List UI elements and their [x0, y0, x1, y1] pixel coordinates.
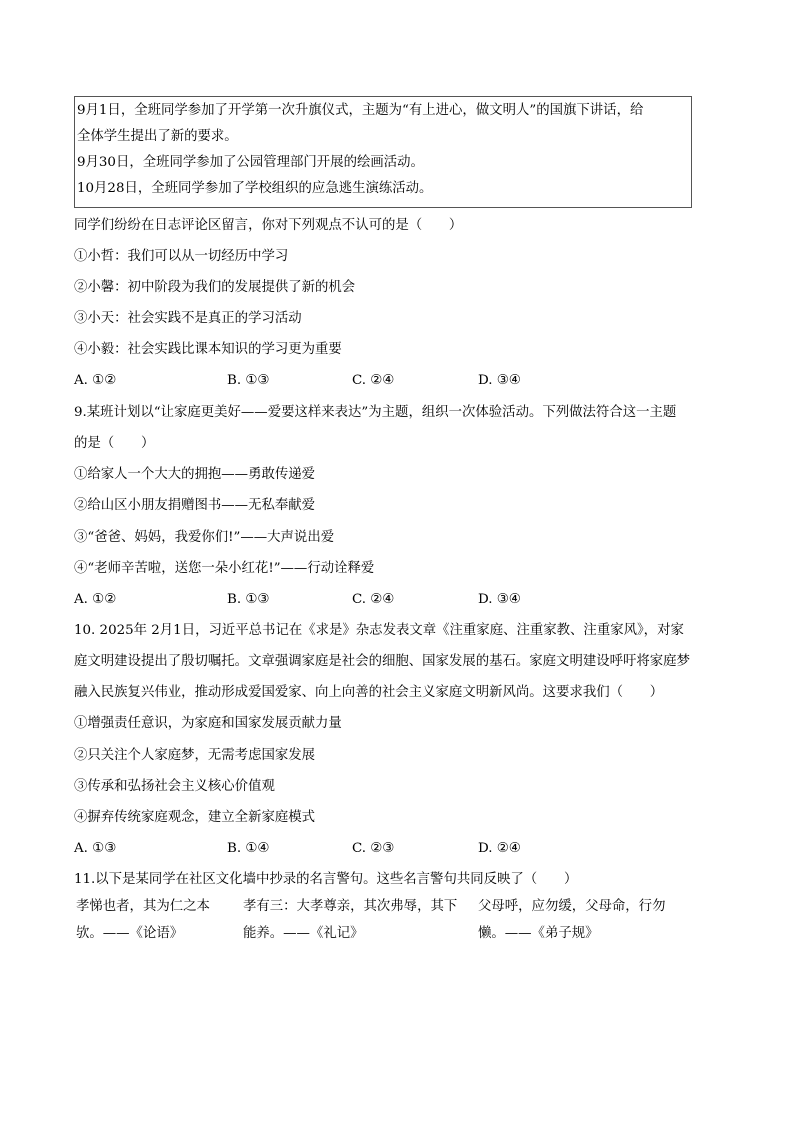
q9-item: ③“爸爸、妈妈，我爱你们!”——大声说出爱 — [74, 530, 335, 545]
q10-item: ③传承和弘扬社会主义核心价值观 — [74, 779, 275, 794]
q10-stem-cont: 庭文明建设提出了殷切嘱托。文章强调家庭是社会的细胞、国家发展的基石。家庭文明建设呼吁将家庭梦 — [74, 654, 690, 669]
diary-line: 9月30日，全班同学参加了公园管理部门开展的绘画活动。 — [77, 155, 424, 170]
q8-stem: 同学们纷纷在日志评论区留言，你对下列观点不认可的是（ ） — [74, 218, 463, 233]
q9-option-a[interactable]: A. ①② — [74, 592, 117, 607]
q10-option-b[interactable]: B. ①④ — [227, 841, 270, 856]
q8-option-c[interactable]: C. ②④ — [352, 373, 395, 388]
q10-stem-cont: 融入民族复兴伟业，推动形成爱国爱家、向上向善的社会主义家庭文明新风尚。这要求我们（ ） — [74, 685, 664, 700]
q8-option-b[interactable]: B. ①③ — [227, 373, 270, 388]
q10-item: ①增强责任意识，为家庭和国家发展贡献力量 — [74, 716, 342, 731]
q8-item: ①小哲：我们可以从一切经历中学习 — [74, 249, 289, 264]
q9-option-c[interactable]: C. ②④ — [352, 592, 395, 607]
quote-1-line: 孝悌也者，其为仁之本 — [76, 899, 210, 914]
quote-3-line: 父母呼，应勿缓，父母命，行勿 — [478, 899, 666, 914]
quote-2-line: 能养。——《礼记》 — [243, 926, 364, 941]
q8-option-d[interactable]: D. ③④ — [478, 373, 521, 388]
q8-option-a[interactable]: A. ①② — [74, 373, 117, 388]
q9-stem-cont: 的是（ ） — [74, 436, 155, 451]
q8-item: ③小天：社会实践不是真正的学习活动 — [74, 311, 302, 326]
q9-item: ④“老师辛苦啦，送您一朵小红花!”——行动诠释爱 — [74, 561, 375, 576]
q8-item: ④小毅：社会实践比课本知识的学习更为重要 — [74, 342, 342, 357]
diary-line: 10月28日，全班同学参加了学校组织的应急逃生演练活动。 — [77, 181, 433, 196]
q9-stem: 9.某班计划以“让家庭更美好——爱要这样来表达”为主题，组织一次体验活动。下列做法符合这一主题 — [74, 405, 677, 420]
q11-stem: 11.以下是某同学在社区文化墙中抄录的名言警句。这些名言警句共同反映了（ ） — [74, 872, 578, 887]
q10-option-a[interactable]: A. ①③ — [74, 841, 117, 856]
q10-item: ④摒弃传统家庭观念，建立全新家庭模式 — [74, 810, 316, 825]
quote-3-line: 懒。——《弟子规》 — [478, 926, 599, 941]
q9-item: ②给山区小朋友捐赠图书——无私奉献爱 — [74, 498, 316, 513]
q10-item: ②只关注个人家庭梦，无需考虑国家发展 — [74, 748, 316, 763]
q10-stem: 10. 2025年 2月1日，习近平总书记在《求是》杂志发表文章《注重家庭、注重家教、注重家风》，对家 — [74, 623, 684, 638]
q9-item: ①给家人一个大大的拥抱——勇敢传递爱 — [74, 467, 316, 482]
quote-1-line: 欤。——《论语》 — [76, 926, 184, 941]
quote-2-line: 孝有三：大孝尊亲，其次弗辱，其下 — [243, 899, 458, 914]
diary-box — [74, 96, 692, 208]
diary-line: 全体学生提出了新的要求。 — [77, 129, 238, 144]
q8-item: ②小馨：初中阶段为我们的发展提供了新的机会 — [74, 280, 356, 295]
q10-option-c[interactable]: C. ②③ — [352, 841, 395, 856]
q9-option-d[interactable]: D. ③④ — [478, 592, 521, 607]
q9-option-b[interactable]: B. ①③ — [227, 592, 270, 607]
q10-option-d[interactable]: D. ②④ — [478, 841, 521, 856]
diary-line: 9月1日，全班同学参加了开学第一次升旗仪式，主题为“有上进心，做文明人”的国旗下讲话，给 — [77, 103, 644, 118]
